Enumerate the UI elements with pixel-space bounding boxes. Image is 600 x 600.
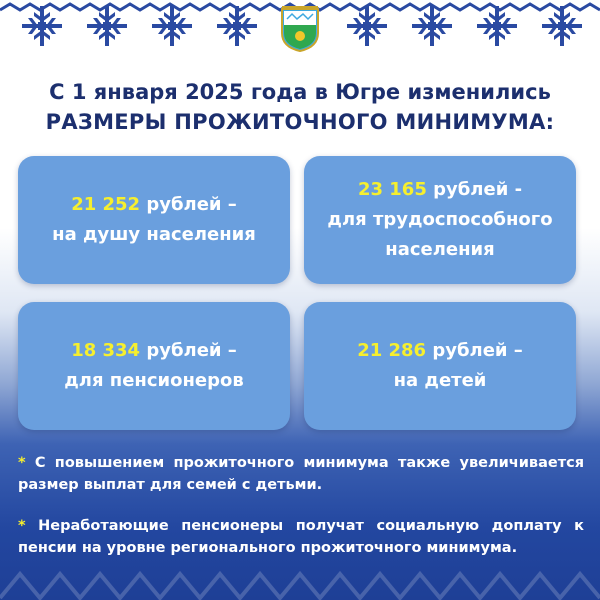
snowflake-ornament-icon	[538, 2, 586, 50]
bottom-ornament	[0, 560, 600, 600]
unit-label: рублей –	[140, 194, 237, 215]
snowflake-ornament-icon	[213, 2, 261, 50]
snowflake-ornament-icon	[343, 2, 391, 50]
amount-working-age: 23 165	[357, 179, 427, 200]
snowflake-ornament-icon	[83, 2, 131, 50]
amount-children: 21 286	[357, 340, 427, 361]
unit-label: рублей -	[426, 179, 523, 200]
amount-per-capita: 21 252	[71, 194, 141, 215]
card-working-age	[304, 156, 576, 284]
snowflake-ornament-icon	[408, 2, 456, 50]
card-per-capita	[18, 156, 290, 284]
card-description-cont: населения	[385, 239, 495, 260]
note-text: С повышением прожиточного минимума также увеличивается размер выплат для семей с детьми.	[18, 455, 584, 493]
asterisk: *	[18, 518, 26, 534]
snowflake-ornament-icon	[148, 2, 196, 50]
note-pensioner-supplement	[18, 515, 584, 559]
snowflake-ornament-icon	[18, 2, 66, 50]
card-description: на детей	[393, 370, 487, 391]
coat-of-arms-icon	[279, 5, 321, 53]
headline-line2: РАЗМЕРЫ ПРОЖИТОЧНОГО МИНИМУМА:	[45, 110, 555, 134]
note-text: Неработающие пенсионеры получат социальную доплату к пенсии на уровне регионального прожиточного минимума.	[18, 518, 584, 556]
card-children	[304, 302, 576, 430]
card-description: для пенсионеров	[64, 370, 244, 391]
card-pensioners	[18, 302, 290, 430]
note-family-payments	[18, 452, 584, 496]
asterisk: *	[18, 455, 26, 471]
snowflake-ornament-icon	[473, 2, 521, 50]
unit-label: рублей –	[426, 340, 523, 361]
unit-label: рублей –	[140, 340, 237, 361]
card-description: для трудоспособного	[327, 209, 553, 230]
amount-pensioners: 18 334	[71, 340, 141, 361]
headline-line1: С 1 января 2025 года в Югре изменились	[49, 80, 551, 104]
card-description: на душу населения	[52, 224, 256, 245]
